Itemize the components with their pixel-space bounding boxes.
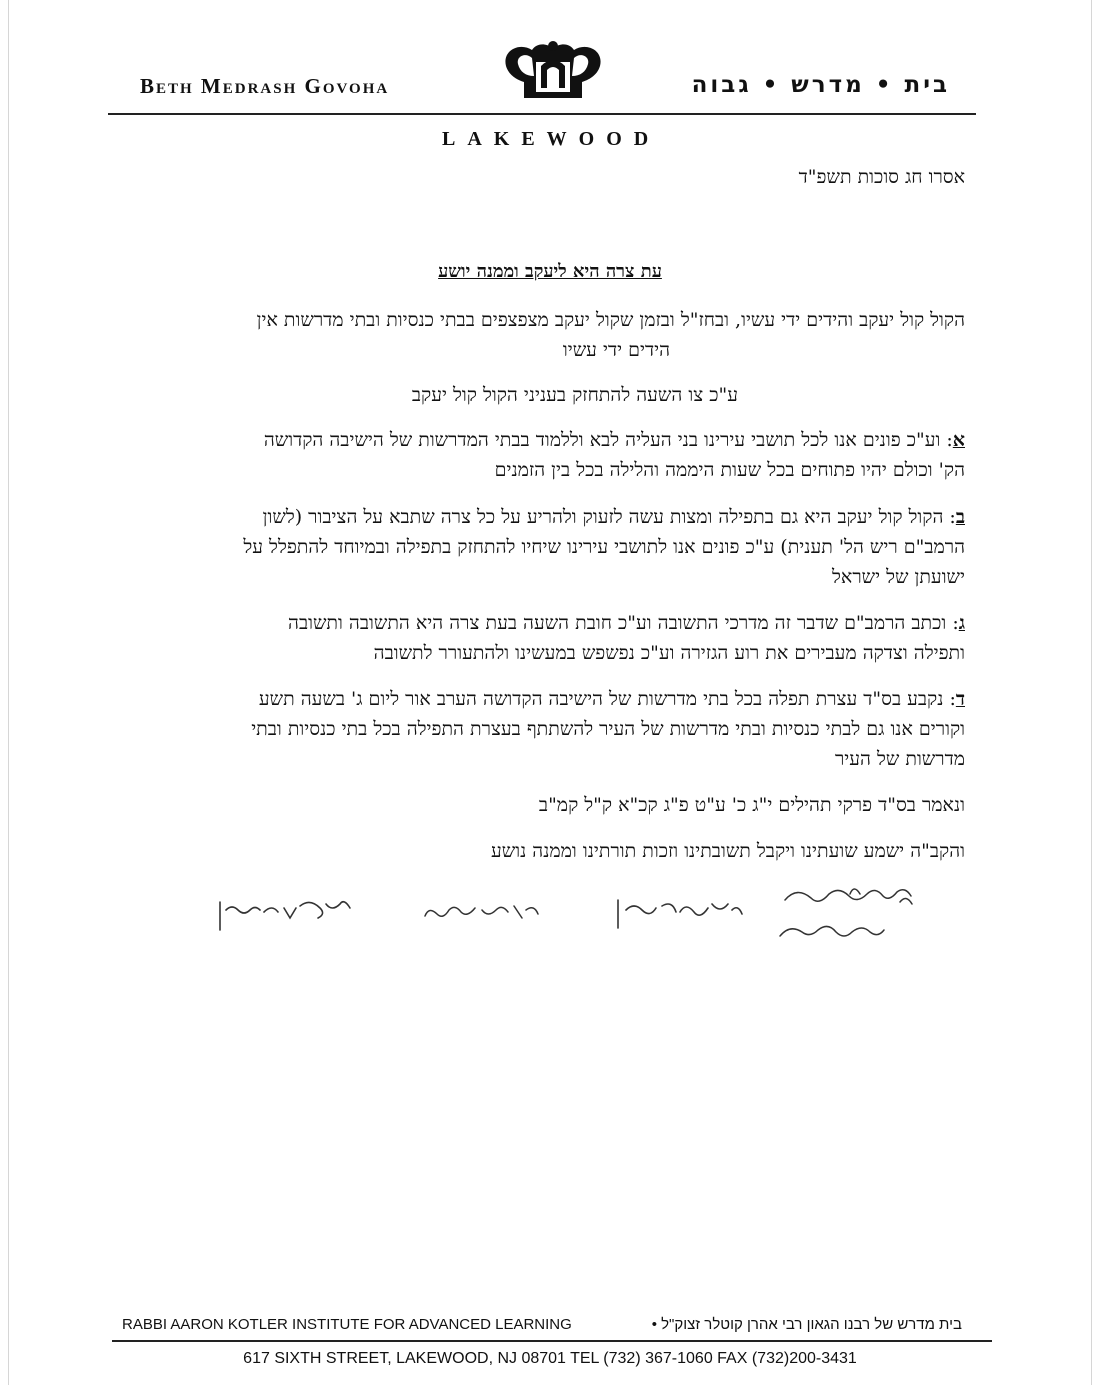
letterhead-city: LAKEWOOD [442,128,661,150]
text-line: הקול קול יעקב והידים ידי עשיו, ובחז"ל ובזמן שקול יעקב מצפצפים בבתי כנסיות ובתי מדרשות אין [256,309,965,331]
footer-institute [122,1316,962,1333]
text-line: וקורים אנו גם לבתי כנסיות ובתי מדרשות של העיר להשתתף בעצרת התפילה בכל בתי כנסיות ובתי [251,718,965,740]
letterhead-hebrew-name: בית • מדרש • גבוה [691,72,950,98]
text-segment: : וכתב הרמב"ם שדבר זה מדרכי התשובה וע"כ חובת השעה בעת צרה היא התשובה ותשובה [288,612,959,634]
text-line [135,684,965,714]
paragraph-tehillim: ונאמר בס"ד פרקי תהילים י"ג כ' ע"ט פ"ג קכ"א ק"ל קמ"ב [538,794,965,816]
letter-date: אסרו חג סוכות תשפ"ד [798,166,965,188]
paragraph-call: ע"כ צו השעה להתחזק בעניני הקול קול יעקב [411,384,738,406]
text-line: ותפילה וצדקה מעבירים את רוע הגזירה וע"כ נפשפש במעשינו ולהתעורר לתשובה [373,642,965,664]
signature-4 [780,889,912,936]
paragraph-d [135,684,965,774]
signature-3 [618,900,742,928]
signature-2 [425,906,538,918]
text-line: הרמב"ם ריש הל' תענית) ע"כ פונים אנו לתושבי עירינו שיחיו להתחזק בתפילה ובמיוחד להתפלל על [243,536,965,558]
footer-address: 617 SIXTH STREET, LAKEWOOD, NJ 08701 TEL (732) 367-1060 FAX (732)200-3431 [243,1350,857,1367]
section-letter-a: א [952,429,965,451]
letterhead-divider [108,113,976,115]
paragraph-closing: והקב"ה ישמע שועתינו ויקבל תשובתינו וזכות תורתינו וממנה נושע [491,840,965,862]
text-line: ישועתן של ישראל [832,566,965,588]
paragraph-c [135,608,965,668]
paragraph-intro [135,305,965,365]
text-segment: : נקבע בס"ד עצרת תפלה בכל בתי מדרשות של הישיבה הקדושה הערב אור ליום ג' בשעה תשע [258,688,956,710]
text-line [135,502,965,532]
footer-divider [112,1340,992,1342]
paragraph-a [135,425,965,485]
text-segment: : הקול קול יעקב היא גם בתפילה ומצות עשה לזעוק ולהריע על כל צרה שתבא על הציבור (לשון [262,506,956,528]
page-edge-right [1091,0,1092,1385]
page-edge-left [8,0,9,1385]
section-letter-c: ג [958,612,965,634]
footer-institute-english: RABBI AARON KOTLER INSTITUTE FOR ADVANCED LEARNING [122,1316,572,1333]
text-segment: : וע"כ פונים אנו לכל תושבי עירינו בני העליה לבא וללמוד בבתי המדרשות של הישיבה הקדושה [263,429,953,451]
text-line: מדרשות של העיר [834,748,965,770]
section-letter-b: ב [955,506,965,528]
signatures-row [200,880,940,950]
text-line: הק' וכולם יהיו פתוחים בכל שעות היממה והלילה בכל בין הזמנים [494,459,965,481]
text-line [135,425,965,455]
section-letter-d: ד [955,688,965,710]
letterhead-english-name: Beth Medrash Govoha [140,74,390,98]
letter-title: עת צרה היא ליעקב וממנה יושע [438,261,662,282]
signature-1 [220,902,350,930]
footer-institute-hebrew: בית מדרש של רבנו הגאון רבי אהרן קוטלר זצוק"ל • [651,1316,962,1333]
crown-logo-icon [498,36,608,104]
paragraph-b [135,502,965,592]
text-line [135,608,965,638]
text-line: הידים ידי עשיו [562,339,670,361]
